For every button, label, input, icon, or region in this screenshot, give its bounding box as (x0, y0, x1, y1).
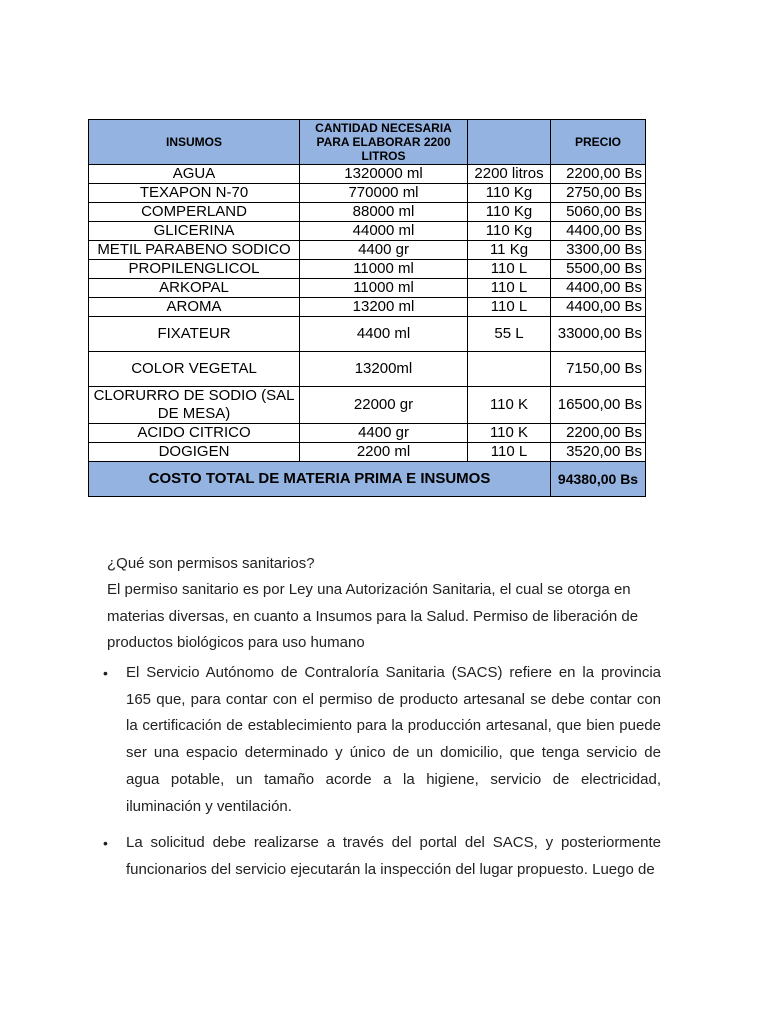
cell-insumo: AGUA (89, 165, 300, 184)
cell-cantidad: 11000 ml (300, 260, 468, 279)
table-row (89, 203, 646, 222)
cell-precio: 7150,00 Bs (551, 352, 646, 387)
table-row (89, 317, 646, 352)
cell-unidad: 110 L (468, 279, 551, 298)
cell-precio: 16500,00 Bs (551, 387, 646, 424)
cell-precio: 5500,00 Bs (551, 260, 646, 279)
cell-cantidad: 88000 ml (300, 203, 468, 222)
cell-insumo: AROMA (89, 298, 300, 317)
cell-insumo: COLOR VEGETAL (89, 352, 300, 387)
cost-table (88, 119, 646, 497)
header-cantidad: CANTIDAD NECESARIA PARA ELABORAR 2200 LITROS (300, 120, 468, 165)
bullet-text: La solicitud debe realizarse a través del portal del SACS, y posteriormente funcionarios del servicio ejecutarán la inspección del lugar propuesto. Luego de (126, 834, 661, 878)
cell-cantidad: 4400 ml (300, 317, 468, 352)
cell-cantidad: 13200ml (300, 352, 468, 387)
cell-precio: 5060,00 Bs (551, 203, 646, 222)
table-row (89, 260, 646, 279)
cell-cantidad: 13200 ml (300, 298, 468, 317)
cell-cantidad: 4400 gr (300, 241, 468, 260)
table-row (89, 184, 646, 203)
cell-precio: 33000,00 Bs (551, 317, 646, 352)
table-row (89, 387, 646, 424)
header-unidad (468, 120, 551, 165)
cell-cantidad: 22000 gr (300, 387, 468, 424)
cell-unidad (468, 352, 551, 387)
cell-unidad: 110 K (468, 424, 551, 443)
table-header-row (89, 120, 646, 165)
table-row (89, 241, 646, 260)
table-row (89, 352, 646, 387)
cell-insumo: ARKOPAL (89, 279, 300, 298)
cell-cantidad: 1320000 ml (300, 165, 468, 184)
cell-insumo: CLORURRO DE SODIO (SAL DE MESA) (89, 387, 300, 424)
cell-precio: 4400,00 Bs (551, 222, 646, 241)
cell-cantidad: 44000 ml (300, 222, 468, 241)
header-precio: PRECIO (551, 120, 646, 165)
cell-cantidad: 4400 gr (300, 424, 468, 443)
intro-paragraph: El permiso sanitario es por Ley una Autorización Sanitaria, el cual se otorga en materias diversas, en cuanto a Insumos para la Salud. Permiso de liberación de productos biológicos para uso humano (107, 581, 639, 652)
cell-insumo: GLICERINA (89, 222, 300, 241)
bullet-icon: • (103, 835, 108, 852)
cell-precio: 3300,00 Bs (551, 241, 646, 260)
cell-unidad: 110 Kg (468, 184, 551, 203)
bullet-item (103, 830, 661, 883)
table-row (89, 424, 646, 443)
cell-insumo: TEXAPON N-70 (89, 184, 300, 203)
bullet-icon: • (103, 665, 108, 681)
total-row (89, 462, 646, 497)
section-question: ¿Qué son permisos sanitarios? (107, 555, 315, 572)
cell-precio: 2750,00 Bs (551, 184, 646, 203)
table-row (89, 165, 646, 184)
cell-precio: 3520,00 Bs (551, 443, 646, 462)
bullet-list (103, 660, 661, 894)
bullet-item (103, 660, 661, 820)
cell-insumo: PROPILENGLICOL (89, 260, 300, 279)
cell-insumo: COMPERLAND (89, 203, 300, 222)
cell-unidad: 110 L (468, 298, 551, 317)
cell-cantidad: 11000 ml (300, 279, 468, 298)
table-row (89, 279, 646, 298)
cell-unidad: 110 Kg (468, 203, 551, 222)
total-label: COSTO TOTAL DE MATERIA PRIMA E INSUMOS (89, 462, 551, 497)
table-row (89, 443, 646, 462)
cell-unidad: 11 Kg (468, 241, 551, 260)
table-row (89, 222, 646, 241)
total-value: 94380,00 Bs (551, 462, 646, 497)
cell-precio: 2200,00 Bs (551, 165, 646, 184)
cell-insumo: FIXATEUR (89, 317, 300, 352)
header-insumos: INSUMOS (89, 120, 300, 165)
cell-cantidad: 2200 ml (300, 443, 468, 462)
cell-insumo: DOGIGEN (89, 443, 300, 462)
cell-precio: 4400,00 Bs (551, 279, 646, 298)
cell-insumo: METIL PARABENO SODICO (89, 241, 300, 260)
table-body (89, 165, 646, 462)
table-row (89, 298, 646, 317)
cell-unidad: 110 L (468, 260, 551, 279)
cell-unidad: 110 L (468, 443, 551, 462)
cell-cantidad: 770000 ml (300, 184, 468, 203)
cell-unidad: 2200 litros (468, 165, 551, 184)
cell-precio: 2200,00 Bs (551, 424, 646, 443)
cell-insumo: ACIDO CITRICO (89, 424, 300, 443)
cell-unidad: 55 L (468, 317, 551, 352)
bullet-text: El Servicio Autónomo de Contraloría Sanitaria (SACS) refiere en la provincia 165 que, para contar con el permiso de producto artesanal se debe contar con la certificación de establecimiento para la producción artesanal, que bien puede ser una espacio determinado y único de un domicilio, que tenga servicio de agua potable, un tamaño acorde a la higiene, servicio de electricidad, iluminación y ventilación. (126, 664, 661, 815)
cell-unidad: 110 Kg (468, 222, 551, 241)
cell-unidad: 110 K (468, 387, 551, 424)
cell-precio: 4400,00 Bs (551, 298, 646, 317)
